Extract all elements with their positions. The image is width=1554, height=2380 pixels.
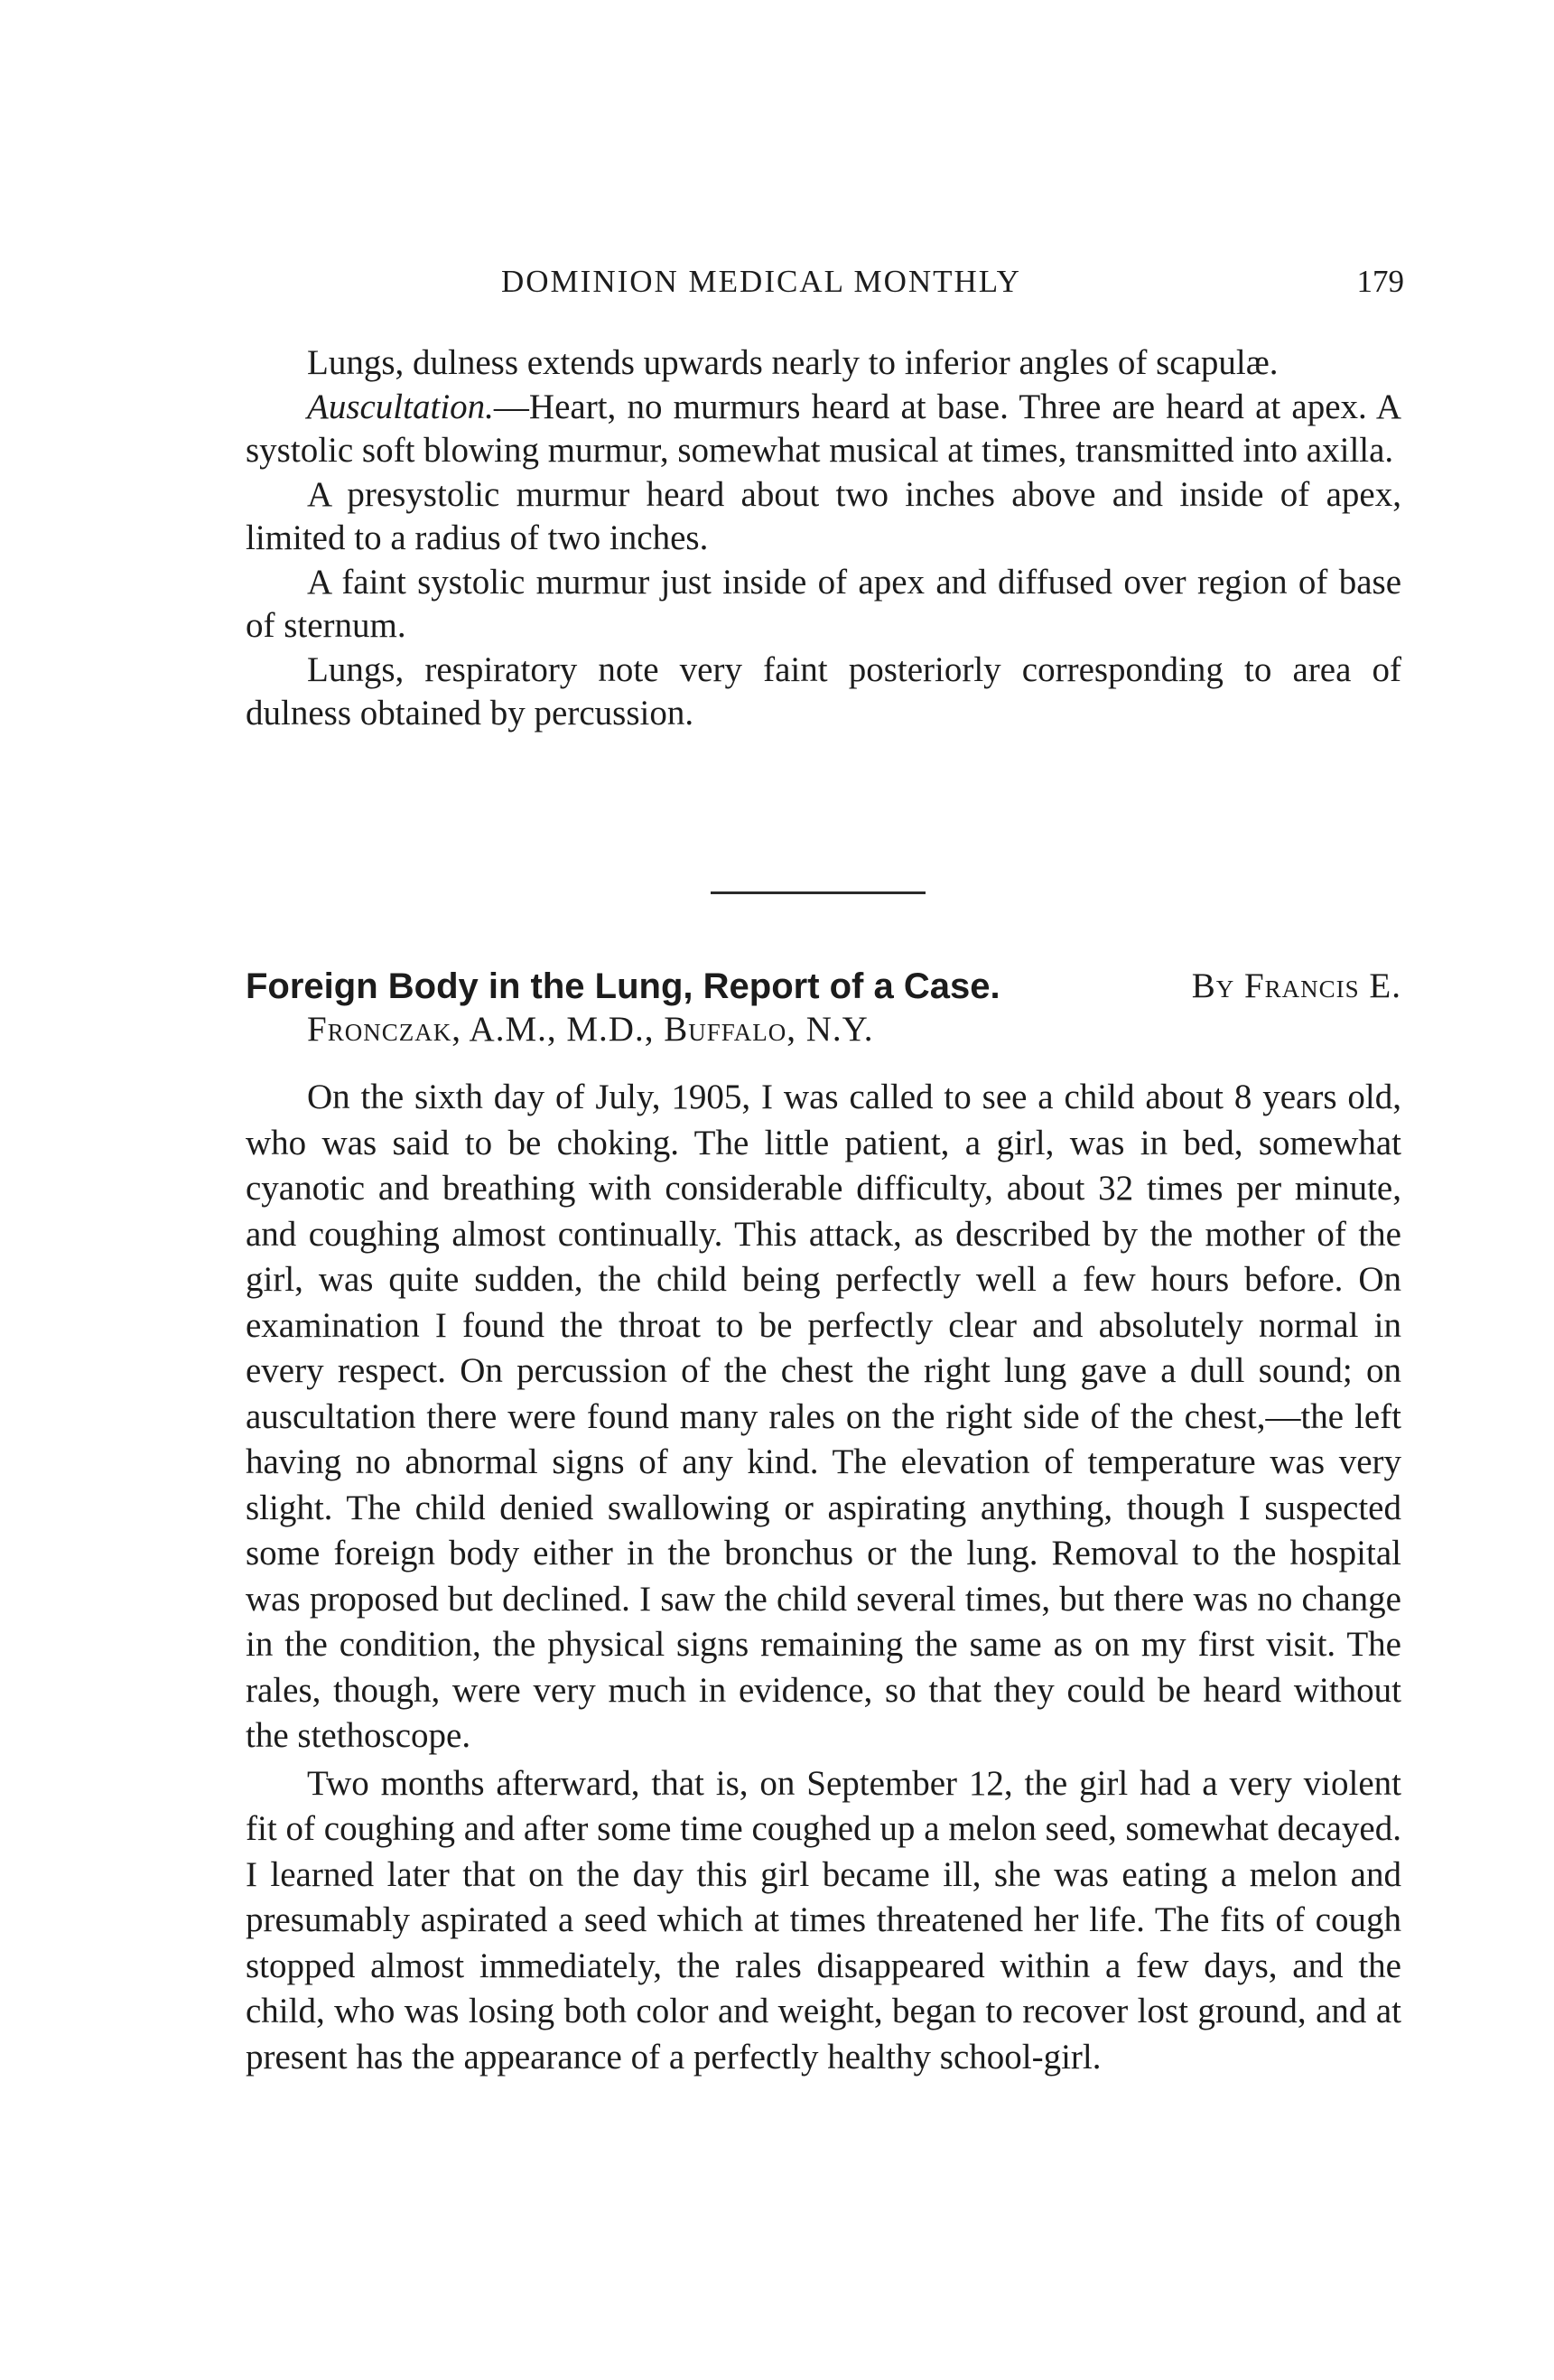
paragraph: On the sixth day of July, 1905, I was called to see a child about 8 years old, who was said to be choking. The little patient, a girl, was in bed, somewhat cyanotic and breathing with considerable difficulty, about 32 times per minute, and coughing almost continually. This attack, as described by the mother of the girl, was quite sudden, the child being perfectly well a few hours before. On examination I found the throat to be perfectly clear and absolutely normal in every respect. On percussion of the chest the right lung gave a dull sound; on auscultation there were found many rales on the right side of the chest,—the left having no abnormal signs of any kind. The elevation of temperature was very slight. The child denied swallowing or aspirating anything, though I suspected some foreign body either in the bronchus or the lung. Removal to the hospital was proposed but declined. I saw the child several times, but there was no change in the condition, the physical signs remaining the same as on my first visit. The rales, though, were very much in evidence, so that they could be heard without the stethoscope. — [246, 1078, 1401, 1755]
paragraph: A faint systolic murmur just inside of apex and diffused over region of base of sternum. — [246, 562, 1401, 645]
article-title: Foreign Body in the Lung, Report of a Case. — [246, 966, 1000, 1006]
article-body — [246, 1075, 1401, 2080]
paragraph — [246, 386, 1401, 473]
journal-title: DOMINION MEDICAL MONTHLY — [501, 264, 1021, 299]
paragraph: A presystolic murmur heard about two inches above and inside of apex, limited to a radius of two inches. — [246, 474, 1401, 557]
author-affiliation: Fronczak, A.M., M.D., Buffalo, N.Y. — [307, 1010, 874, 1049]
byline: By Francis E. — [1191, 966, 1401, 1005]
paragraph: Lungs, dulness extends upwards nearly to inferior angles of scapulæ. — [307, 343, 1279, 382]
paragraph: Lungs, respiratory note very faint posteriorly corresponding to area of dulness obtained by percussion. — [246, 649, 1401, 733]
paragraph: Two months afterward, that is, on September 12, the girl had a very violent fit of coughing and after some time coughed up a melon seed, somewhat decayed. I learned later that on the day this girl became ill, she was eating a melon and presumably aspirated a seed which at times threatened her life. The fits of cough stopped almost immediately, the rales disappeared within a few days, and the child, who was losing both color and weight, began to recover lost ground, and at present has the appearance of a perfectly healthy school-girl. — [246, 1763, 1401, 2077]
paragraph-text: —Heart, no murmurs heard at base. Three are heard at apex. A systolic soft blowing murmur, somewhat musical at times, transmitted into axilla. — [246, 387, 1401, 470]
italic-heading: Auscultation. — [307, 387, 494, 426]
page-number: 179 — [1356, 264, 1404, 299]
section-divider — [711, 891, 926, 894]
article-heading — [246, 965, 1401, 1051]
continued-section — [246, 341, 1401, 736]
